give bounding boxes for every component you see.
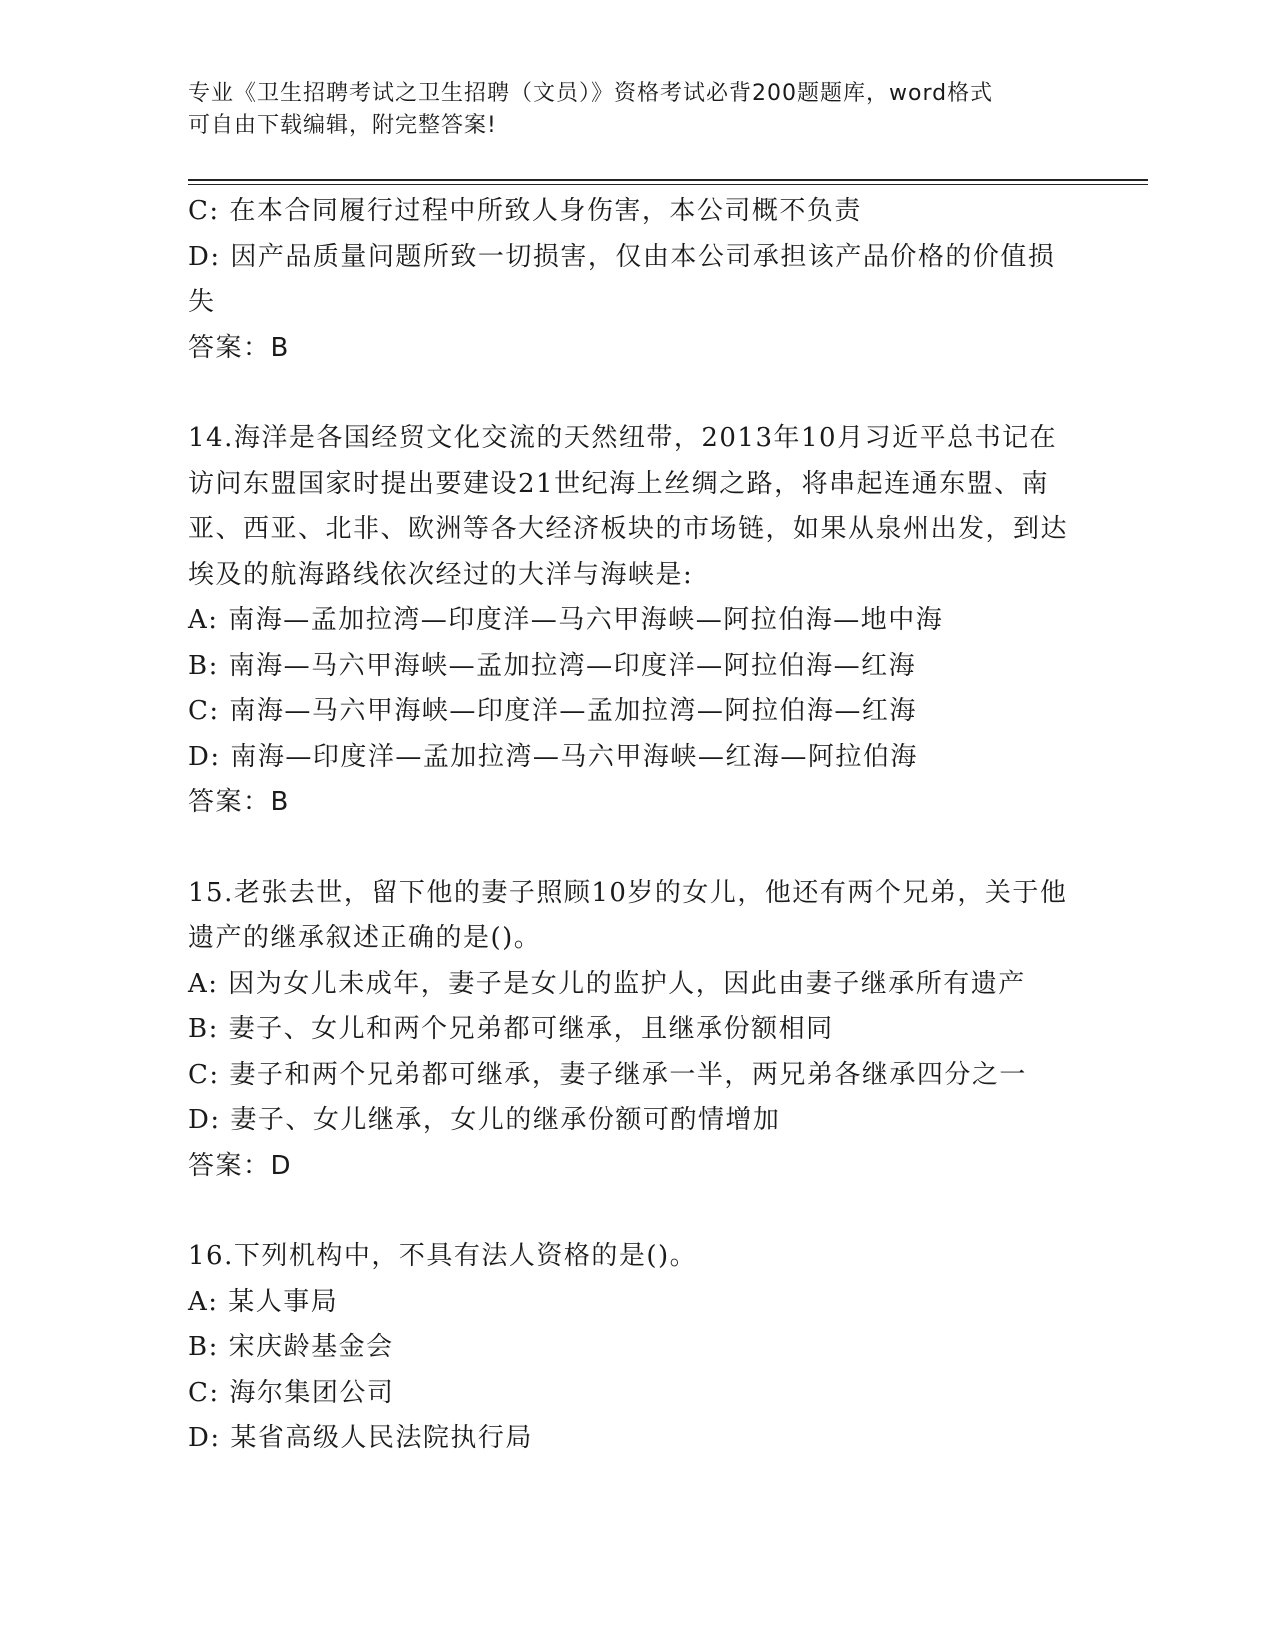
question-13-block xyxy=(188,189,1078,371)
q16-option-a: A: 某人事局 xyxy=(188,1286,339,1317)
q16-stem: 16.下列机构中，不具有法人资格的是()。 xyxy=(188,1241,698,1271)
question-spacer xyxy=(188,371,1078,416)
q16-option-b: B: 宋庆龄基金会 xyxy=(188,1332,394,1362)
header-rule-thin xyxy=(188,184,1148,185)
q14-option-b: B: 南海—马六甲海峡—孟加拉湾—印度洋—阿拉伯海—红海 xyxy=(188,650,917,681)
document-header xyxy=(188,78,1068,142)
q14-answer: 答案：B xyxy=(188,787,290,817)
q16-option-d: D: 某省高级人民法院执行局 xyxy=(188,1423,533,1453)
header-line-1: 专业《卫生招聘考试之卫生招聘（文员）》资格考试必背200题题库，word格式 xyxy=(188,81,994,106)
question-16-block xyxy=(188,1234,1078,1462)
document-body xyxy=(188,189,1078,1462)
q15-option-a: A: 因为女儿未成年，妻子是女儿的监护人，因此由妻子继承所有遗产 xyxy=(188,968,1026,999)
q14-option-c: C: 南海—马六甲海峡—印度洋—孟加拉湾—阿拉伯海—红海 xyxy=(188,696,917,726)
q15-option-c: C: 妻子和两个兄弟都可继承，妻子继承一半，两兄弟各继承四分之一 xyxy=(188,1059,1027,1090)
q15-answer: 答案：D xyxy=(188,1150,293,1181)
q15-option-d: D: 妻子、女儿继承，女儿的继承份额可酌情增加 xyxy=(188,1105,781,1135)
q13-answer: 答案：B xyxy=(188,332,290,363)
question-15-block xyxy=(188,871,1078,1190)
question-spacer xyxy=(188,1189,1078,1234)
header-rule-thick xyxy=(188,179,1148,181)
q14-option-a: A: 南海—孟加拉湾—印度洋—马六甲海峡—阿拉伯海—地中海 xyxy=(188,605,944,635)
q14-stem: 14.海洋是各国经贸文化交流的天然纽带，2013年10月习近平总书记在访问东盟国家时提出要建设21世纪海上丝绸之路，将串起连通东盟、南亚、西亚、北非、欧洲等各大经济板块的市场链，如果从泉州出发，到达埃及的航海路线依次经过的大洋与海峡是: xyxy=(188,423,1069,590)
q16-option-c: C: 海尔集团公司 xyxy=(188,1377,395,1408)
q13-option-c: C: 在本合同履行过程中所致人身伤害，本公司概不负责 xyxy=(188,196,862,226)
q14-option-d: D: 南海—印度洋—孟加拉湾—马六甲海峡—红海—阿拉伯海 xyxy=(188,741,918,772)
question-14-block xyxy=(188,416,1078,826)
q15-option-b: B: 妻子、女儿和两个兄弟都可继承，且继承份额相同 xyxy=(188,1014,834,1044)
question-spacer xyxy=(188,826,1078,871)
q15-stem: 15.老张去世，留下他的妻子照顾10岁的女儿，他还有两个兄弟，关于他遗产的继承叙述正确的是()。 xyxy=(188,877,1068,953)
q13-option-d: D: 因产品质量问题所致一切损害，仅由本公司承担该产品价格的价值损失 xyxy=(188,241,1056,317)
header-line-2: 可自由下载编辑，附完整答案! xyxy=(188,113,497,138)
